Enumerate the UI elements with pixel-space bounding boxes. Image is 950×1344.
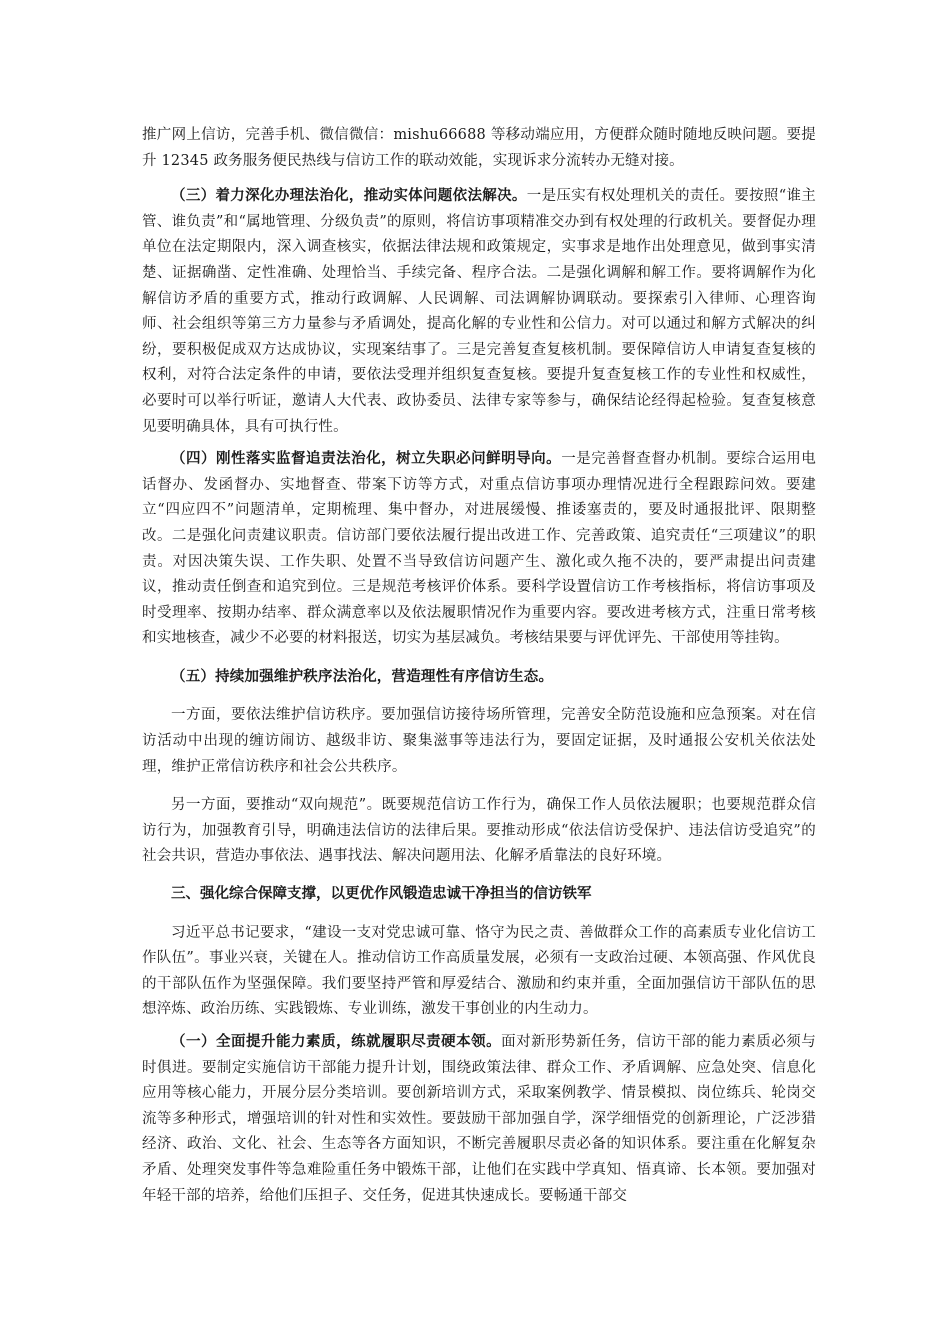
section-body: 面对新形势新任务，信访干部的能力素质必须与时俱进。要制定实施信访干部能力提升计划，围绕政策法律、群众工作、矛盾调解、应急处突、信息化应用等核心能力，开展分层分类培训。要创新培训方式，采取案例教学、情景模拟、岗位练兵、轮岗交流等多种形式，增强培训的针对性和实效性。要鼓励干部加强自学，深学细悟党的创新理论，广泛涉猎经济、政治、文化、社会、生态等各方面知识，不断完善履职尽责必备的知识体系。要注重在化解复杂矛盾、处理突发事件等急难险重任务中锻炼干部，让他们在实践中学真知、悟真谛、长本领。要加强对年轻干部的培养，给他们压担子、交任务，促进其快速成长。要畅通干部交 (142, 1034, 816, 1204)
section-body: 一是压实有权处理机关的责任。要按照“谁主管、谁负责”和“属地管理、分级负责”的原则，将信访事项精准交办到有权处理的行政机关。要督促办理单位在法定期限内，深入调查核实，依据法律法规和政策规定，实事求是地作出处理意见，做到事实清楚、证据确凿、定性准确、处理恰当、手续完备、程序合法。二是强化调解和解工作。要将调解作为化解信访矛盾的重要方式，推动行政调解、人民调解、司法调解协调联动。要探索引入律师、心理咨询师、社会组织等第三方力量参与矛盾调处，提高化解的专业性和公信力。对可以通过和解方式解决的纠纷，要积极促成双方达成协议，实现案结事了。三是完善复查复核机制。要保障信访人申请复查复核的权利，对符合法定条件的申请，要依法受理并组织复查复核。要提升复查复核工作的专业性和权威性，必要时可以举行听证，邀请人大代表、政协委员、法律专家等参与，确保结论经得起检验。复查复核意见要明确具体，具有可执行性。 (142, 188, 816, 435)
section-3-1-capability (142, 1030, 816, 1209)
section-body: 一是完善督查督办机制。要综合运用电话督办、发函督办、实地督查、带案下访等方式，对重点信访事项办理情况进行全程跟踪问效。要建立“四应四不”问题清单，定期梳理、集中督办，对进展缓慢、推诿塞责的，要及时通报批评、限期整改。二是强化问责建议职责。信访部门要依法履行提出改进工作、完善政策、追究责任“三项建议”的职责。对因决策失误、工作失职、处置不当导致信访问题产生、激化或久拖不决的，要严肃提出问责建议，推动责任倒查和追究到位。三是规范考核评价体系。要科学设置信访工作考核指标，将信访事项及时受理率、按期办结率、群众满意率以及依法履职情况作为重要内容。要改进考核方式，注重日常考核和实地核查，减少不必要的材料报送，切实为基层减负。考核结果要与评优评先、干部使用等挂钩。 (142, 451, 816, 647)
section-lead: （一）全面提升能力素质，练就履职尽责硬本领。 (171, 1034, 502, 1050)
paragraph-order-one-side: 一方面，要依法维护信访秩序。要加强信访接待场所管理，完善安全防范设施和应急预案。对在信访活动中出现的缠访闹访、越级非访、聚集滋事等违法行为，要固定证据，及时通报公安机关依法处理，维护正常信访秩序和社会公共秩序。 (142, 707, 816, 775)
paragraph-online-petition: 推广网上信访，完善手机、微信微信：mishu66688 等移动端应用，方便群众随时随地反映问题。要提升 12345 政务服务便民热线与信访工作的联动效能，实现诉求分流转办无缝对接。 (142, 127, 816, 169)
section-lead: （三）着力深化办理法治化，推动实体问题依法解决。 (171, 188, 527, 205)
section-4-supervision-accountability (142, 447, 816, 652)
section-lead: （四）刚性落实监督追责法治化，树立失职必问鲜明导向。 (171, 451, 562, 468)
chapter-3-intro: 习近平总书记要求，“建设一支对党忠诚可靠、恪守为民之责、善做群众工作的高素质专业化信访工作队伍”。事业兴衰，关键在人。推动信访工作高质量发展，必须有一支政治过硬、本领高强、作风优良的干部队伍作为坚强保障。我们要坚持严管和厚爱结合、激励和约束并重，全面加强信访干部队伍的思想淬炼、政治历练、实践锻炼、专业训练，激发干事创业的内生动力。 (142, 924, 816, 1018)
paragraph-order-other-side: 另一方面，要推动“双向规范”。既要规范信访工作行为，确保工作人员依法履职；也要规范群众信访行为，加强教育引导，明确违法信访的法律后果。要推动形成“依法信访受保护、违法信访受追究”的社会共识，营造办事依法、遇事找法、解决问题用法、化解矛盾靠法的良好环境。 (142, 797, 816, 865)
document-page (142, 123, 816, 1209)
section-5-order-maintenance (142, 665, 816, 691)
section-lead: （五）持续加强维护秩序法治化，营造理性有序信访生态。 (171, 668, 554, 685)
chapter-3-heading: 三、强化综合保障支撑，以更优作风锻造忠诚干净担当的信访铁军 (171, 886, 592, 903)
section-3-handling-rule-of-law (142, 184, 816, 440)
